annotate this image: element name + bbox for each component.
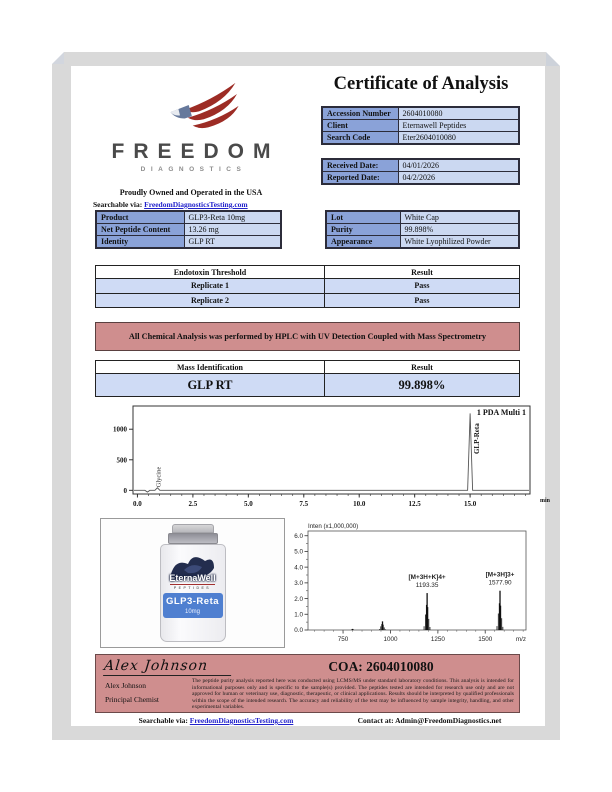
table-row — [96, 224, 281, 236]
svg-text:1193.35: 1193.35 — [415, 582, 439, 590]
svg-text:[M+3H]3+: [M+3H]3+ — [485, 571, 515, 579]
svg-text:7.5: 7.5 — [299, 500, 309, 508]
table-row — [326, 236, 519, 249]
svg-text:1000: 1000 — [383, 636, 398, 643]
reported-date-value: 04/2/2026 — [398, 172, 519, 185]
svg-text:15.0: 15.0 — [463, 500, 477, 508]
mass-result-value: 99.898% — [324, 374, 519, 397]
svg-text:GLP-Reta: GLP-Reta — [473, 423, 482, 454]
footer-contact: Contact at: Admin@FreedomDiagnostics.net — [357, 716, 502, 725]
eagle-logo-icon — [161, 80, 256, 138]
svg-text:5.0: 5.0 — [294, 548, 303, 556]
disclaimer-text: The peptide purity analysis reported here was conducted using LCMS/MS under standard laboratory conditions. This analysis is intended for informational purposes only and is specific to the sample(s) provided. The peptides tested are intended for research use only and are not approved for human or veterinary use, diagnostic, therapeutic, or clinical applications. Results should be interpreted by qualified professionals within the scope of the intended research. The accuracy and reliability of the test may be influenced by sample integrity, handling, and other experimental variables. — [192, 678, 514, 711]
product-label: Product — [96, 211, 184, 224]
lot-label: Lot — [326, 211, 400, 224]
svg-text:Glycine: Glycine — [155, 466, 163, 488]
vial-product-name: GLP3-Reta — [165, 596, 220, 607]
logo-wordmark: FREEDOM — [111, 140, 280, 163]
footer-searchable — [101, 716, 331, 725]
svg-text:0.0: 0.0 — [294, 627, 303, 635]
identity-label: Identity — [96, 236, 184, 249]
vial-brand-subtext: PEPTIDES — [170, 584, 215, 590]
svg-text:1 PDA Multi 1: 1 PDA Multi 1 — [476, 408, 526, 417]
appearance-value: White Lyophilized Powder — [400, 236, 519, 249]
svg-text:5.0: 5.0 — [243, 500, 253, 508]
search-code-value: Eter2604010080 — [398, 132, 519, 145]
svg-text:0.0: 0.0 — [133, 500, 142, 508]
footer-searchable-label: Searchable via: — [138, 716, 188, 725]
received-date-value: 04/01/2026 — [398, 159, 519, 172]
svg-text:1250: 1250 — [430, 636, 445, 643]
svg-text:2.5: 2.5 — [188, 500, 198, 508]
svg-text:1500: 1500 — [478, 636, 493, 643]
searchable-label: Searchable via: — [93, 200, 143, 209]
client-label: Client — [322, 120, 398, 132]
accession-number-value: 2604010080 — [398, 107, 519, 120]
table-header-row — [96, 361, 520, 374]
endotoxin-threshold-header: Endotoxin Threshold — [96, 266, 325, 279]
svg-text:1577.90: 1577.90 — [488, 579, 512, 587]
svg-text:1.0: 1.0 — [294, 611, 303, 619]
vial — [160, 524, 226, 642]
mass-identification-table — [95, 360, 520, 397]
vial-dose: 10mg — [184, 609, 200, 615]
product-value: GLP3-Reta 10mg — [184, 211, 281, 224]
svg-text:Inten (x1,000,000): Inten (x1,000,000) — [308, 523, 359, 530]
footer-searchable-link[interactable]: FreedomDiagnosticsTesting.com — [189, 716, 294, 725]
mass-id-value: GLP RT — [96, 374, 325, 397]
replicate-2-label: Replicate 2 — [96, 293, 325, 308]
product-table — [95, 210, 282, 249]
vial-body — [160, 544, 226, 642]
table-row — [322, 132, 519, 145]
svg-text:750: 750 — [337, 636, 349, 643]
table-row — [96, 293, 520, 308]
method-banner: All Chemical Analysis was performed by HPLC with UV Detection Coupled with Mass Spectrometry — [95, 322, 520, 351]
svg-text:min: min — [539, 498, 551, 504]
accession-number-label: Accession Number — [322, 107, 398, 120]
table-header-row — [96, 266, 520, 279]
svg-text:10.0: 10.0 — [353, 500, 366, 508]
endotoxin-table — [95, 265, 520, 308]
replicate-1-result: Pass — [324, 279, 519, 294]
svg-text:m/z: m/z — [515, 636, 526, 643]
lot-value: White Cap — [400, 211, 519, 224]
vial-product-banner — [163, 593, 223, 618]
svg-text:500: 500 — [116, 456, 127, 465]
table-row — [96, 236, 281, 249]
vial-cap — [172, 524, 214, 533]
coa-number: COA: 2604010080 — [328, 659, 434, 674]
vial-crimp-ring — [168, 533, 218, 544]
svg-text:0: 0 — [123, 486, 127, 495]
svg-text:4.0: 4.0 — [294, 564, 303, 572]
signature-script: Alex Johnson — [103, 658, 233, 676]
hplc-chromatogram-chart — [98, 402, 560, 510]
replicate-1-label: Replicate 1 — [96, 279, 325, 294]
purity-label: Purity — [326, 224, 400, 236]
svg-text:6.0: 6.0 — [294, 532, 303, 540]
table-row — [326, 224, 519, 236]
svg-text:2.0: 2.0 — [294, 595, 303, 603]
result-header: Result — [324, 361, 519, 374]
accession-info-table — [321, 106, 520, 145]
product-vial-photo — [100, 518, 285, 648]
table-row — [322, 172, 519, 185]
table-row — [326, 211, 519, 224]
table-row — [322, 107, 519, 120]
svg-text:[M+3H+K]4+: [M+3H+K]4+ — [408, 574, 446, 582]
client-value: Eternawell Peptides — [398, 120, 519, 132]
searchable-link[interactable]: FreedomDiagnosticsTesting.com — [144, 200, 248, 209]
page-title: Certificate of Analysis — [333, 74, 509, 94]
certificate-page — [71, 66, 551, 726]
signature-box — [95, 654, 520, 713]
searchable-line — [93, 200, 248, 209]
table-row — [96, 279, 520, 294]
result-header: Result — [324, 266, 519, 279]
vial-label-art — [164, 550, 222, 584]
received-date-label: Received Date: — [322, 159, 398, 172]
purity-value: 99.898% — [400, 224, 519, 236]
vial-brand-text: EternaWell — [169, 573, 216, 583]
svg-text:1000: 1000 — [113, 425, 127, 434]
identity-value: GLP RT — [184, 236, 281, 249]
search-code-label: Search Code — [322, 132, 398, 145]
reported-date-label: Reported Date: — [322, 172, 398, 185]
net-peptide-label: Net Peptide Content — [96, 224, 184, 236]
tagline: Proudly Owned and Operated in the USA — [119, 188, 263, 197]
freedom-diagnostics-logo — [91, 80, 291, 173]
table-row — [96, 211, 281, 224]
signer-role: Principal Chemist — [105, 695, 159, 704]
svg-text:3.0: 3.0 — [294, 580, 303, 588]
net-peptide-value: 13.26 mg — [184, 224, 281, 236]
replicate-2-result: Pass — [324, 293, 519, 308]
dates-table — [321, 158, 520, 185]
mass-identification-header: Mass Identification — [96, 361, 325, 374]
table-row — [322, 159, 519, 172]
table-row — [322, 120, 519, 132]
svg-text:12.5: 12.5 — [408, 500, 421, 508]
appearance-label: Appearance — [326, 236, 400, 249]
table-row — [96, 374, 520, 397]
spec-table — [325, 210, 520, 249]
mass-spectrum-chart — [290, 516, 532, 652]
signer-name: Alex Johnson — [105, 681, 147, 690]
logo-subtitle: DIAGNOSTICS — [140, 166, 247, 173]
